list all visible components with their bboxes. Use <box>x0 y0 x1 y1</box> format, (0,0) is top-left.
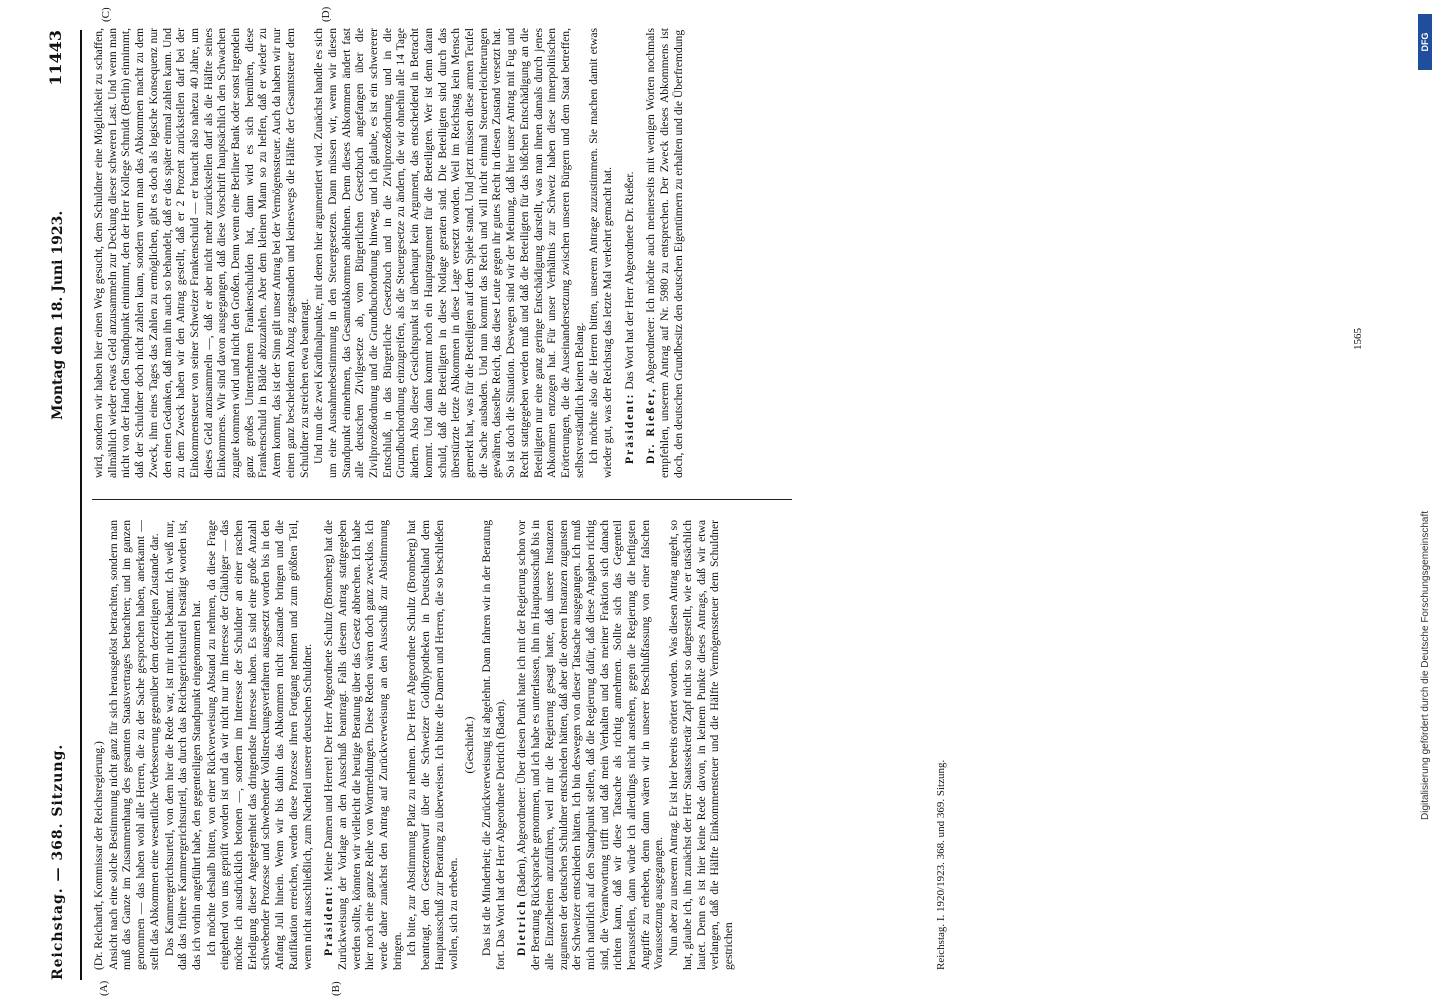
left-column <box>92 520 737 970</box>
page-header <box>40 30 82 980</box>
speaker-label: Dr. Rießer, <box>644 387 658 464</box>
speaker-intro: (Dr. Reichardt, Kommissar der Reichsregierung.) <box>92 741 105 970</box>
digitization-credit <box>1416 0 1434 1000</box>
dfg-logo: DFG <box>1418 14 1432 70</box>
margin-marker-b: (B) <box>330 981 342 996</box>
column-divider <box>92 499 792 500</box>
footer-sheet-number: 1565 <box>1352 328 1364 350</box>
header-date: Montag den 18. Juni 1923. <box>50 210 66 420</box>
footer-reference: Reichstag. I. 1920/1923. 368. und 369. Sitzung. <box>935 759 947 970</box>
right-column <box>92 28 687 478</box>
speaker-label: Dietrich <box>515 899 529 956</box>
paragraph: Ich möchte deshalb bitten, von einer Rückverweisung Abstand zu nehmen, da diese Frage eingehend von uns geprüft worden ist und da wir nicht nur im Interesse der Gläubiger — das möchte ich ausdrücklich betonen —, sondern im Interesse der Schuldner an einer raschen Erledigung dieser Angelegenheit das dringendste Interesse haben. Es sind eine große Anzahl schwebender Prozesse und schwebender Vollstreckungsverfahren ausgesetzt worden bis in den Anfang Juli hinein. Wenn wir bis dahin das Abkommen nicht zustande bringen und die Ratifikation erreichen, werden diese Prozesse ihren Fortgang nehmen und zum größten Teil, wenn nicht ausschließlich, zum Nachteil unserer deutschen Schuldner. <box>204 520 314 970</box>
paragraph: wird, sondern wir haben hier einen Weg gesucht, dem Schuldner eine Möglichkeit zu schaffen, allmählich wieder etwas Geld anzusammeln zur Deckung dieser schweren Last. Und wenn man nicht von der Hand den Standpunkt einnimmt, den der Herr Kollege Schmidt (Berlin) einnimmt, daß der Schuldner doch nicht zahlen kann, sondern wenn man das Abkommen macht zu dem Zweck, ihm eines Tages das Zahlen zu ermöglichen, gibt es doch als logische Konsequenz nur den einen Gedanken, daß man ihn auch so behandelt, daß er das später einmal zahlen kann. Und zu dem Zweck haben wir den Antrag gestellt, daß er 2 Prozent zurückstellen darf bei der Einkommensteuer von seiner Schweizer Frankenschuld — er braucht also nahezu 40 Jahre, um dieses Geld anzusammeln —, daß er aber nicht mehr zurückstellen darf als die Hälfte seines Einkommens. Wir sind davon ausgegangen, daß diese Vorschrift hauptsächlich den Schwachen zugute kommen wird und nicht den Großen. Denn wenn eine Berliner Bank oder sonst irgendein ganz großes Unternehmen Frankenschulden hat, dann wird es sich bemühen, diese Frankenschuld in Bälde abzuzahlen. Aber dem kleinen Mann so zu helfen, daß er wieder zu Atem kommt, das ist der Sinn gilt unser Antrag bei der Vermögenssteuer. Auch da haben wir nur einen ganz bescheidenen Abzug zugestanden und keineswegs die Hälfte der Gesamtsteuer dem Schuldner zu streichen etwa beantragt. <box>92 28 311 478</box>
paragraph-text: Meine Damen und Herren! Der Herr Abgeordnete Schultz (Bromberg) hat die Zurückweisung der Vorlage an den Ausschuß beantragt. Falls diesem Antrag stattgegeben werden sollte, könnten wir vielleicht die heutige Beratung über das Gesetz abbrechen. Ich habe hier noch eine ganze Reihe von Wortmeldungen. Diese Reden wären doch ganz zwecklos. Ich werde daher zunächst den Antrag auf Zurückverweisung an den Ausschuß zur Abstimmung bringen. <box>322 520 404 970</box>
president-paragraph <box>623 28 637 478</box>
header-session: Reichstag. — 368. Sitzung. <box>50 743 66 980</box>
paragraph: Das Kammergerichtsurteil, von dem hier die Rede war, ist mir nicht bekannt. Ich weiß nur, daß das frühere Kammergerichtsurteil, das durch das Reichsgerichtsurteil bestätigt worden ist, das ich vorhin angeführt habe, den gegenteiligen Standpunkt eingenommen hat. <box>162 520 203 970</box>
header-page-number: 11443 <box>46 30 65 86</box>
paragraph: Ich möchte also die Herren bitten, unserem Antrage zuzustimmen. Sie machen damit etwas wieder gut, was der Reichstag das letzte Mal verkehrt gemacht hat. <box>587 28 615 478</box>
paragraph: Nun aber zu unserem Antrag. Er ist hier bereits erörtert worden. Was diesen Antrag angeht, so hat, glaube ich, ihn zunächst der Herr Staatssekretär Zapf nicht so dargestellt, wie er tatsächlich lautet. Denn es ist hier keine Rede davon, in keinem Punkte dieses Antrags, daß wir etwa verlangen, daß die Hälfte Einkommensteuer und die Hälfte Vermögenssteuer dem Schuldner gestrichen <box>667 520 735 970</box>
speaker-label: Präsident: <box>322 884 336 956</box>
margin-marker-c: (C) <box>100 7 112 22</box>
paragraph: Das ist die Minderheit; die Zurückverweisung ist abgelehnt. Dann fahren wir in der Beratung fort. Das Wort hat der Herr Abgeordnete Dietrich (Baden). <box>479 520 507 970</box>
president-paragraph <box>322 520 404 970</box>
speech-paragraph <box>644 28 685 478</box>
paragraph-text: Abgeordneter: Ich möchte auch meinerseits mit wenigen Worten nochmals empfehlen, unserem Antrag auf Nr. 5980 zu entsprechen. Der Zweck dieses Abkommens ist doch, den deutschen Grundbesitz den deutschen Eigentümern zu erhalten und die Überfremdung <box>644 28 685 478</box>
paragraph: Ansicht nach eine solche Bestimmung nicht ganz für sich herausgelöst betrachten, sondern man muß das Ganze im Zusammenhang des gesamten Staatsvertrages betrachten; und im ganzen genommen — das haben wohl alle Herren, die zu der Sache gesprochen haben, anerkannt — stellt das Abkommen eine wesentliche Verbesserung gegenüber dem derzeitigen Zustande dar. <box>106 520 161 970</box>
speaker-label: Präsident: <box>622 392 636 464</box>
stage-direction: (Geschieht.) <box>463 716 477 774</box>
margin-marker-d: (D) <box>320 6 332 22</box>
paragraph-text: Das Wort hat der Herr Abgeordnete Dr. Rießer. <box>622 171 636 390</box>
paragraph: Und nun die zwei Kardinalpunkte, mit denen hier argumentiert wird. Zunächst handle es sich um eine Ausnahmebestimmung in den Steuergesetzen. Dann müssen wir, wenn wir diesen Standpunkt einnehmen, das Gesamtabkommen ablehnen. Denn dieses Abkommen ändert fast alle deutschen Zivilgesetze ab, vom Bürgerlichen Gesetzbuch angefangen über die Zivilprozeßordnung und die Grundbuchordnung hinweg, und ich glaube, es ist ein schwererer Entschluß, in das Bürgerliche Gesetzbuch und in die Zivilprozeßordnung und in die Grundbuchordnung einzugreifen, als die Steuergesetze zu ändern, die wir ohnehin alle 14 Tage ändern. Also dieser Gesichtspunkt ist überhaupt kein Argument, das entscheidend in Betracht kommt. Und dann kommt noch ein Hauptargument für die Beteiligten. Wer ist denn daran schuld, daß die Beteiligten in diese Notlage geraten sind. Die Beteiligten sind durch das überstürzte letzte Abkommen in diese Lage versetzt worden. Weil im Reichstag kein Mensch gemerkt hat, was für die Beteiligten auf dem Spiele stand. Und jetzt müssen diese armen Teufel die Sache ausbaden. Und nun kommt das Reich und will nicht einmal Steuererleichterungen gewähren, dasselbe Reich, das diese Leute gegen ihr gutes Recht in diesen Zustand versetzt hat. So ist doch die Situation. Deswegen sind wir der Meinung, daß hier unser Antrag mit Fug und Recht stattgegeben werden muß und daß die Beteiligten für das bißchen Entschädigung an die Beteiligten nur eine ganz geringe Entschädigung darstellt, was man ihnen damals durch jenes Abkommen entzogen hat. Für unser Verhältnis zur Schweiz haben diese innerpolitischen Erörterungen, die die Auseinandersetzung zwischen unseren Bürgern und dem Staat betreffen, selbstverständlich keinen Belang. <box>312 28 586 478</box>
paragraph: Ich bitte, zur Abstimmung Platz zu nehmen. Der Herr Abgeordnete Schultz (Bromberg) hat beantragt, den Gesetzentwurf über die Schweizer Goldhypotheken in Deutschland dem Hauptausschuß zur Beratung zu überweisen. Ich bitte die Damen und Herren, die so beschließen wollen, sich zu erheben. <box>405 520 460 970</box>
paragraph-text: (Baden), Abgeordneter: Über diesen Punkt hatte ich mit der Regierung schon vor der Beratung Rücksprache genommen, und ich habe es unterlassen, ihn im Hauptausschuß bis in alle Einzelheiten anzuführen, weil mir die Regierung gesagt hatte, daß unsere Instanzen zugunsten der deutschen Schuldner entschieden hätten, daß aber die oberen Instanzen zugunsten der Schweizer entschieden hätten. Ich bin deswegen von dieser Tatsache ausgegangen. Ich muß mich natürlich auf den Standpunkt stellen, daß die Regierung dafür, daß diese Angaben richtig sind, die Verantwortung trifft und daß mein Verhalten und das meiner Fraktion sich danach richten kann, daß wir diese Tatsache als richtig annehmen. Sollte sich das Gegenteil herausstellen, dann würde ich allerdings nicht anstehen, gegen die Regierung die heftigsten Angriffe zu erheben, denn dann wären wir in unserer Beschlußfassung von einer falschen Voraussetzung ausgegangen. <box>515 520 666 970</box>
margin-marker-a: (A) <box>98 980 110 996</box>
speech-paragraph <box>515 520 666 970</box>
credit-text: Digitalisierung gefördert durch die Deutsche Forschungsgemeinschaft <box>1420 510 1431 820</box>
